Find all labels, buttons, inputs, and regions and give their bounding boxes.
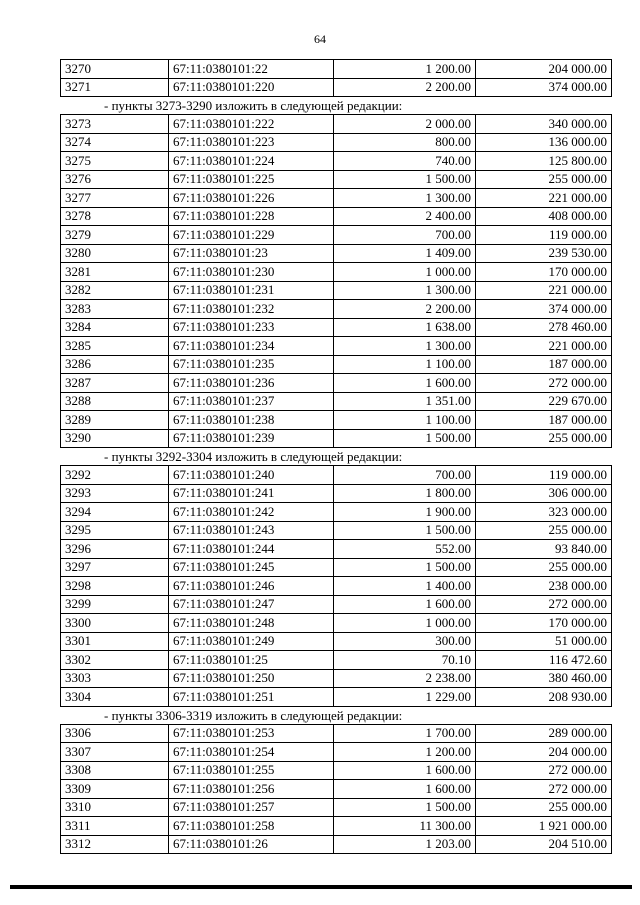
item-number-cell: 3270 [61, 60, 169, 79]
cadastral-number-cell: 67:11:0380101:250 [169, 669, 334, 688]
table-row [61, 484, 612, 503]
table-row [61, 189, 612, 208]
item-number-cell: 3298 [61, 577, 169, 596]
cadastral-number-cell: 67:11:0380101:220 [169, 78, 334, 97]
area-cell: 1 400.00 [334, 577, 476, 596]
page-number: 64 [314, 32, 326, 46]
cadastral-number-cell: 67:11:0380101:223 [169, 133, 334, 152]
table-row [61, 337, 612, 356]
area-cell: 1 100.00 [334, 411, 476, 430]
value-cell: 1 921 000.00 [476, 817, 612, 836]
cadastral-number-cell: 67:11:0380101:254 [169, 743, 334, 762]
item-number-cell: 3289 [61, 411, 169, 430]
table-row [61, 503, 612, 522]
table-row [61, 152, 612, 171]
area-cell: 300.00 [334, 632, 476, 651]
area-cell: 740.00 [334, 152, 476, 171]
item-number-cell: 3304 [61, 688, 169, 707]
area-cell: 1 600.00 [334, 595, 476, 614]
cadastral-number-cell: 67:11:0380101:228 [169, 207, 334, 226]
value-cell: 208 930.00 [476, 688, 612, 707]
table-row [61, 318, 612, 337]
value-cell: 272 000.00 [476, 374, 612, 393]
area-cell: 70.10 [334, 651, 476, 670]
cadastral-number-cell: 67:11:0380101:234 [169, 337, 334, 356]
item-number-cell: 3292 [61, 466, 169, 485]
item-number-cell: 3300 [61, 614, 169, 633]
area-cell: 1 600.00 [334, 374, 476, 393]
value-cell: 221 000.00 [476, 281, 612, 300]
cadastral-number-cell: 67:11:0380101:226 [169, 189, 334, 208]
value-cell: 255 000.00 [476, 798, 612, 817]
area-cell: 2 200.00 [334, 78, 476, 97]
value-cell: 255 000.00 [476, 521, 612, 540]
cadastral-number-cell: 67:11:0380101:257 [169, 798, 334, 817]
cadastral-number-cell: 67:11:0380101:241 [169, 484, 334, 503]
value-cell: 229 670.00 [476, 392, 612, 411]
table-row [61, 743, 612, 762]
area-cell: 1 100.00 [334, 355, 476, 374]
value-cell: 380 460.00 [476, 669, 612, 688]
item-number-cell: 3294 [61, 503, 169, 522]
item-number-cell: 3282 [61, 281, 169, 300]
table-row [61, 651, 612, 670]
value-cell: 221 000.00 [476, 189, 612, 208]
table-row [61, 207, 612, 226]
table-row [61, 78, 612, 97]
item-number-cell: 3297 [61, 558, 169, 577]
table-row [61, 300, 612, 319]
table-row [61, 244, 612, 263]
cadastral-number-cell: 67:11:0380101:244 [169, 540, 334, 559]
value-cell: 272 000.00 [476, 780, 612, 799]
value-cell: 204 000.00 [476, 743, 612, 762]
area-cell: 1 300.00 [334, 281, 476, 300]
area-cell: 1 500.00 [334, 798, 476, 817]
item-number-cell: 3273 [61, 115, 169, 134]
table-row [61, 780, 612, 799]
table-row [61, 798, 612, 817]
value-cell: 272 000.00 [476, 761, 612, 780]
cadastral-number-cell: 67:11:0380101:240 [169, 466, 334, 485]
cadastral-number-cell: 67:11:0380101:249 [169, 632, 334, 651]
item-number-cell: 3309 [61, 780, 169, 799]
value-cell: 340 000.00 [476, 115, 612, 134]
cadastral-number-cell: 67:11:0380101:256 [169, 780, 334, 799]
table-row [61, 724, 612, 743]
cadastral-number-cell: 67:11:0380101:230 [169, 263, 334, 282]
area-cell: 700.00 [334, 226, 476, 245]
item-number-cell: 3312 [61, 835, 169, 854]
value-cell: 187 000.00 [476, 355, 612, 374]
cadastral-number-cell: 67:11:0380101:232 [169, 300, 334, 319]
area-cell: 1 700.00 [334, 724, 476, 743]
value-cell: 204 000.00 [476, 60, 612, 79]
value-cell: 239 530.00 [476, 244, 612, 263]
value-cell: 170 000.00 [476, 263, 612, 282]
table-row [61, 429, 612, 448]
item-number-cell: 3276 [61, 170, 169, 189]
item-number-cell: 3286 [61, 355, 169, 374]
value-cell: 136 000.00 [476, 133, 612, 152]
value-cell: 289 000.00 [476, 724, 612, 743]
area-cell: 2 238.00 [334, 669, 476, 688]
value-cell: 116 472.60 [476, 651, 612, 670]
value-cell: 238 000.00 [476, 577, 612, 596]
cadastral-number-cell: 67:11:0380101:222 [169, 115, 334, 134]
item-number-cell: 3293 [61, 484, 169, 503]
area-cell: 700.00 [334, 466, 476, 485]
area-cell: 1 500.00 [334, 521, 476, 540]
value-cell: 408 000.00 [476, 207, 612, 226]
cadastral-number-cell: 67:11:0380101:246 [169, 577, 334, 596]
value-cell: 374 000.00 [476, 78, 612, 97]
cadastral-number-cell: 67:11:0380101:22 [169, 60, 334, 79]
item-number-cell: 3311 [61, 817, 169, 836]
table-row [61, 817, 612, 836]
item-number-cell: 3271 [61, 78, 169, 97]
cadastral-number-cell: 67:11:0380101:233 [169, 318, 334, 337]
table-row [61, 577, 612, 596]
cadastral-number-cell: 67:11:0380101:247 [169, 595, 334, 614]
area-cell: 1 800.00 [334, 484, 476, 503]
value-cell: 125 800.00 [476, 152, 612, 171]
area-cell: 1 500.00 [334, 429, 476, 448]
area-cell: 2 200.00 [334, 300, 476, 319]
land-plots-table [60, 114, 612, 448]
item-number-cell: 3290 [61, 429, 169, 448]
table-row [61, 392, 612, 411]
value-cell: 278 460.00 [476, 318, 612, 337]
item-number-cell: 3280 [61, 244, 169, 263]
area-cell: 1 200.00 [334, 743, 476, 762]
table-row [61, 669, 612, 688]
cadastral-number-cell: 67:11:0380101:242 [169, 503, 334, 522]
cadastral-number-cell: 67:11:0380101:248 [169, 614, 334, 633]
cadastral-number-cell: 67:11:0380101:225 [169, 170, 334, 189]
table-row [61, 170, 612, 189]
item-number-cell: 3288 [61, 392, 169, 411]
table-row [61, 595, 612, 614]
value-cell: 187 000.00 [476, 411, 612, 430]
table-row [61, 226, 612, 245]
item-number-cell: 3296 [61, 540, 169, 559]
area-cell: 1 000.00 [334, 263, 476, 282]
area-cell: 1 900.00 [334, 503, 476, 522]
land-plots-table [60, 59, 612, 97]
section-note: - пункты 3292-3304 изложить в следующей редакции: [104, 449, 403, 464]
value-cell: 119 000.00 [476, 466, 612, 485]
item-number-cell: 3299 [61, 595, 169, 614]
table-row [61, 355, 612, 374]
item-number-cell: 3287 [61, 374, 169, 393]
table-row [61, 281, 612, 300]
item-number-cell: 3279 [61, 226, 169, 245]
cadastral-number-cell: 67:11:0380101:258 [169, 817, 334, 836]
item-number-cell: 3284 [61, 318, 169, 337]
cadastral-number-cell: 67:11:0380101:26 [169, 835, 334, 854]
value-cell: 306 000.00 [476, 484, 612, 503]
area-cell: 11 300.00 [334, 817, 476, 836]
table-row [61, 558, 612, 577]
area-cell: 1 600.00 [334, 780, 476, 799]
area-cell: 1 500.00 [334, 170, 476, 189]
cadastral-number-cell: 67:11:0380101:236 [169, 374, 334, 393]
value-cell: 93 840.00 [476, 540, 612, 559]
area-cell: 1 000.00 [334, 614, 476, 633]
item-number-cell: 3301 [61, 632, 169, 651]
cadastral-number-cell: 67:11:0380101:231 [169, 281, 334, 300]
item-number-cell: 3306 [61, 724, 169, 743]
item-number-cell: 3277 [61, 189, 169, 208]
section-note: - пункты 3273-3290 изложить в следующей редакции: [104, 98, 403, 113]
cadastral-number-cell: 67:11:0380101:251 [169, 688, 334, 707]
value-cell: 374 000.00 [476, 300, 612, 319]
item-number-cell: 3278 [61, 207, 169, 226]
cadastral-number-cell: 67:11:0380101:243 [169, 521, 334, 540]
cadastral-number-cell: 67:11:0380101:23 [169, 244, 334, 263]
cadastral-number-cell: 67:11:0380101:255 [169, 761, 334, 780]
cadastral-number-cell: 67:11:0380101:224 [169, 152, 334, 171]
value-cell: 170 000.00 [476, 614, 612, 633]
table-row [61, 133, 612, 152]
table-row [61, 688, 612, 707]
item-number-cell: 3308 [61, 761, 169, 780]
table-row [61, 60, 612, 79]
area-cell: 1 600.00 [334, 761, 476, 780]
table-row [61, 632, 612, 651]
value-cell: 255 000.00 [476, 429, 612, 448]
value-cell: 323 000.00 [476, 503, 612, 522]
area-cell: 1 409.00 [334, 244, 476, 263]
table-row [61, 466, 612, 485]
area-cell: 1 200.00 [334, 60, 476, 79]
cadastral-number-cell: 67:11:0380101:235 [169, 355, 334, 374]
value-cell: 255 000.00 [476, 558, 612, 577]
cadastral-number-cell: 67:11:0380101:25 [169, 651, 334, 670]
area-cell: 552.00 [334, 540, 476, 559]
table-row [61, 115, 612, 134]
item-number-cell: 3295 [61, 521, 169, 540]
table-row [61, 540, 612, 559]
bottom-rule [10, 885, 632, 889]
cadastral-number-cell: 67:11:0380101:229 [169, 226, 334, 245]
table-row [61, 521, 612, 540]
document-body [60, 59, 611, 854]
table-row [61, 614, 612, 633]
table-row [61, 761, 612, 780]
cadastral-number-cell: 67:11:0380101:245 [169, 558, 334, 577]
value-cell: 255 000.00 [476, 170, 612, 189]
area-cell: 1 638.00 [334, 318, 476, 337]
item-number-cell: 3285 [61, 337, 169, 356]
area-cell: 1 351.00 [334, 392, 476, 411]
section-note: - пункты 3306-3319 изложить в следующей редакции: [104, 707, 403, 723]
item-number-cell: 3275 [61, 152, 169, 171]
item-number-cell: 3302 [61, 651, 169, 670]
land-plots-table [60, 465, 612, 707]
item-number-cell: 3281 [61, 263, 169, 282]
area-cell: 2 000.00 [334, 115, 476, 134]
area-cell: 1 300.00 [334, 337, 476, 356]
value-cell: 221 000.00 [476, 337, 612, 356]
area-cell: 1 500.00 [334, 558, 476, 577]
value-cell: 51 000.00 [476, 632, 612, 651]
table-row [61, 835, 612, 854]
area-cell: 800.00 [334, 133, 476, 152]
item-number-cell: 3310 [61, 798, 169, 817]
item-number-cell: 3283 [61, 300, 169, 319]
cadastral-number-cell: 67:11:0380101:253 [169, 724, 334, 743]
value-cell: 204 510.00 [476, 835, 612, 854]
table-row [61, 263, 612, 282]
item-number-cell: 3307 [61, 743, 169, 762]
area-cell: 2 400.00 [334, 207, 476, 226]
land-plots-table [60, 724, 612, 855]
item-number-cell: 3274 [61, 133, 169, 152]
table-row [61, 411, 612, 430]
area-cell: 1 300.00 [334, 189, 476, 208]
item-number-cell: 3303 [61, 669, 169, 688]
value-cell: 119 000.00 [476, 226, 612, 245]
area-cell: 1 203.00 [334, 835, 476, 854]
table-row [61, 374, 612, 393]
value-cell: 272 000.00 [476, 595, 612, 614]
area-cell: 1 229.00 [334, 688, 476, 707]
cadastral-number-cell: 67:11:0380101:237 [169, 392, 334, 411]
cadastral-number-cell: 67:11:0380101:238 [169, 411, 334, 430]
cadastral-number-cell: 67:11:0380101:239 [169, 429, 334, 448]
